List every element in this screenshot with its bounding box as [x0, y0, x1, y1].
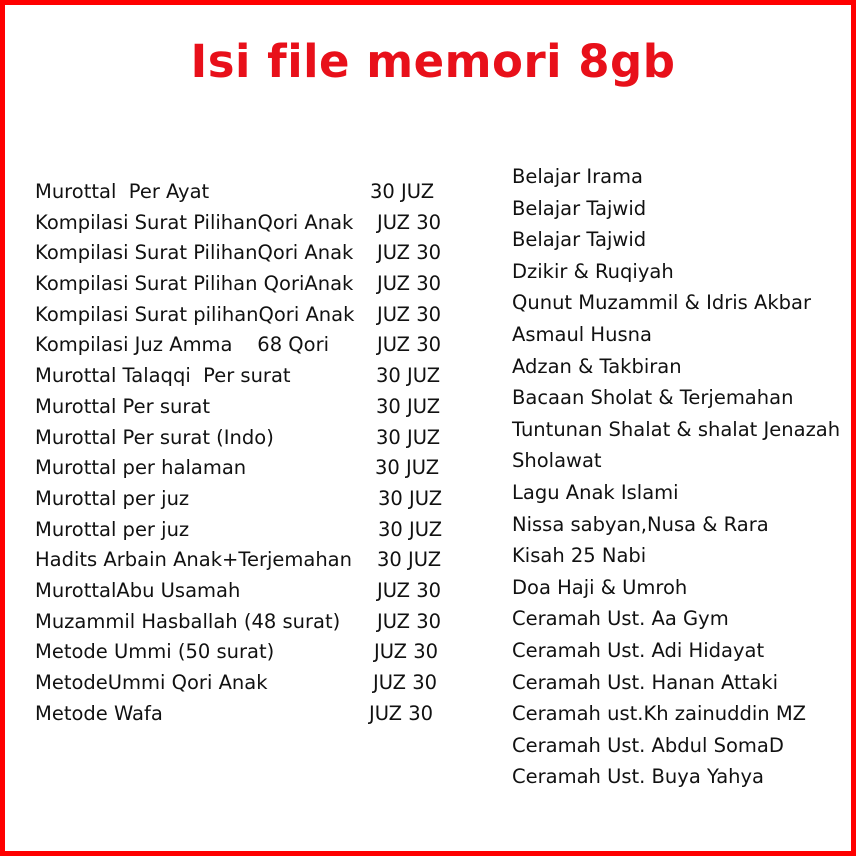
list-item: Ceramah Ust. Aa Gym [512, 607, 729, 631]
item-name: Kompilasi Juz Amma 68 Qori [35, 333, 330, 357]
list-item [35, 608, 475, 639]
list-item: Belajar Tajwid [512, 228, 647, 252]
item-name: Murottal Talaqqi Per surat [35, 364, 291, 388]
list-item [35, 239, 475, 270]
item-name: MurottalAbu Usamah [35, 578, 241, 602]
item-qty: JUZ 30 [377, 333, 442, 357]
list-item [35, 577, 475, 608]
list-item: Belajar Tajwid [512, 196, 647, 220]
item-qty: 30 JUZ [376, 425, 441, 449]
item-name: Kompilasi Surat PilihanQori Anak [35, 241, 354, 265]
list-item [35, 362, 475, 393]
item-qty: JUZ 30 [377, 578, 442, 602]
list-item [35, 454, 475, 485]
item-qty: 30 JUZ [378, 486, 443, 510]
item-qty: 30 JUZ [377, 548, 442, 572]
page-title: Isi file memori 8gb [190, 35, 676, 88]
list-item: Adzan & Takbiran [512, 354, 682, 378]
list-item [35, 546, 475, 577]
item-name: Metode Wafa [35, 701, 163, 725]
right-content-list [512, 163, 856, 795]
list-item [35, 178, 475, 209]
item-name: Murottal Per Ayat [35, 180, 210, 203]
list-item: Ceramah Ust. Buya Yahya [512, 765, 765, 789]
list-item: Tuntunan Shalat & shalat Jenazah [512, 417, 841, 441]
item-qty: JUZ 30 [377, 302, 442, 326]
item-qty: 30 JUZ [370, 180, 435, 203]
left-content-list [35, 178, 475, 730]
list-item [35, 669, 475, 700]
list-item [35, 331, 475, 362]
list-item [35, 424, 475, 455]
list-item [35, 485, 475, 516]
item-qty: 30 JUZ [378, 517, 443, 541]
item-name: Kompilasi Surat Pilihan QoriAnak [35, 272, 354, 296]
item-qty: 30 JUZ [376, 364, 441, 388]
list-item: Ceramah Ust. Adi Hidayat [512, 638, 765, 662]
list-item: Asmaul Husna [512, 322, 652, 346]
item-qty: JUZ 30 [373, 671, 438, 694]
item-name: Metode Ummi (50 surat) [35, 640, 275, 664]
list-item: Lagu Anak Islami [512, 480, 679, 504]
list-item: Kisah 25 Nabi [512, 544, 647, 568]
item-qty: JUZ 30 [377, 609, 442, 633]
item-name: Murottal Per surat [35, 394, 210, 418]
item-name: Murottal Per surat (Indo) [35, 425, 274, 449]
list-item [35, 638, 475, 669]
item-name: Hadits Arbain Anak+Terjemahan [35, 548, 352, 572]
item-qty: JUZ 30 [374, 640, 439, 664]
item-qty: JUZ 30 [377, 272, 442, 296]
item-name: Kompilasi Surat pilihanQori Anak [35, 302, 355, 326]
item-name: Kompilasi Surat PilihanQori Anak [35, 210, 354, 234]
list-item: Ceramah Ust. Hanan Attaki [512, 670, 778, 694]
item-name: Murottal per juz [35, 486, 190, 510]
list-item: Sholawat [512, 449, 602, 473]
list-item [35, 270, 475, 301]
item-name: Muzammil Hasballah (48 surat) [35, 609, 341, 633]
item-name: MetodeUmmi Qori Anak [35, 671, 268, 694]
list-item [35, 700, 475, 731]
item-qty: 30 JUZ [376, 394, 441, 418]
list-item: Nissa sabyan,Nusa & Rara [512, 512, 769, 536]
list-item [35, 393, 475, 424]
list-item [35, 516, 475, 547]
item-qty: JUZ 30 [377, 241, 442, 265]
item-name: Murottal per juz [35, 517, 190, 541]
list-item: Belajar Irama [512, 165, 643, 188]
list-item: Bacaan Sholat & Terjemahan [512, 386, 794, 410]
list-item [35, 301, 475, 332]
list-item: Ceramah Ust. Abdul SomaD [512, 733, 784, 757]
list-item [35, 209, 475, 240]
list-item: Ceramah ust.Kh zainuddin MZ [512, 702, 807, 726]
item-qty: JUZ 30 [369, 701, 434, 725]
item-qty: JUZ 30 [377, 210, 442, 234]
list-item: Dzikir & Ruqiyah [512, 259, 674, 283]
list-item: Qunut Muzammil & Idris Akbar [512, 291, 811, 315]
item-name: Murottal per halaman [35, 456, 247, 480]
item-qty: 30 JUZ [375, 456, 440, 480]
list-item: Doa Haji & Umroh [512, 575, 688, 599]
